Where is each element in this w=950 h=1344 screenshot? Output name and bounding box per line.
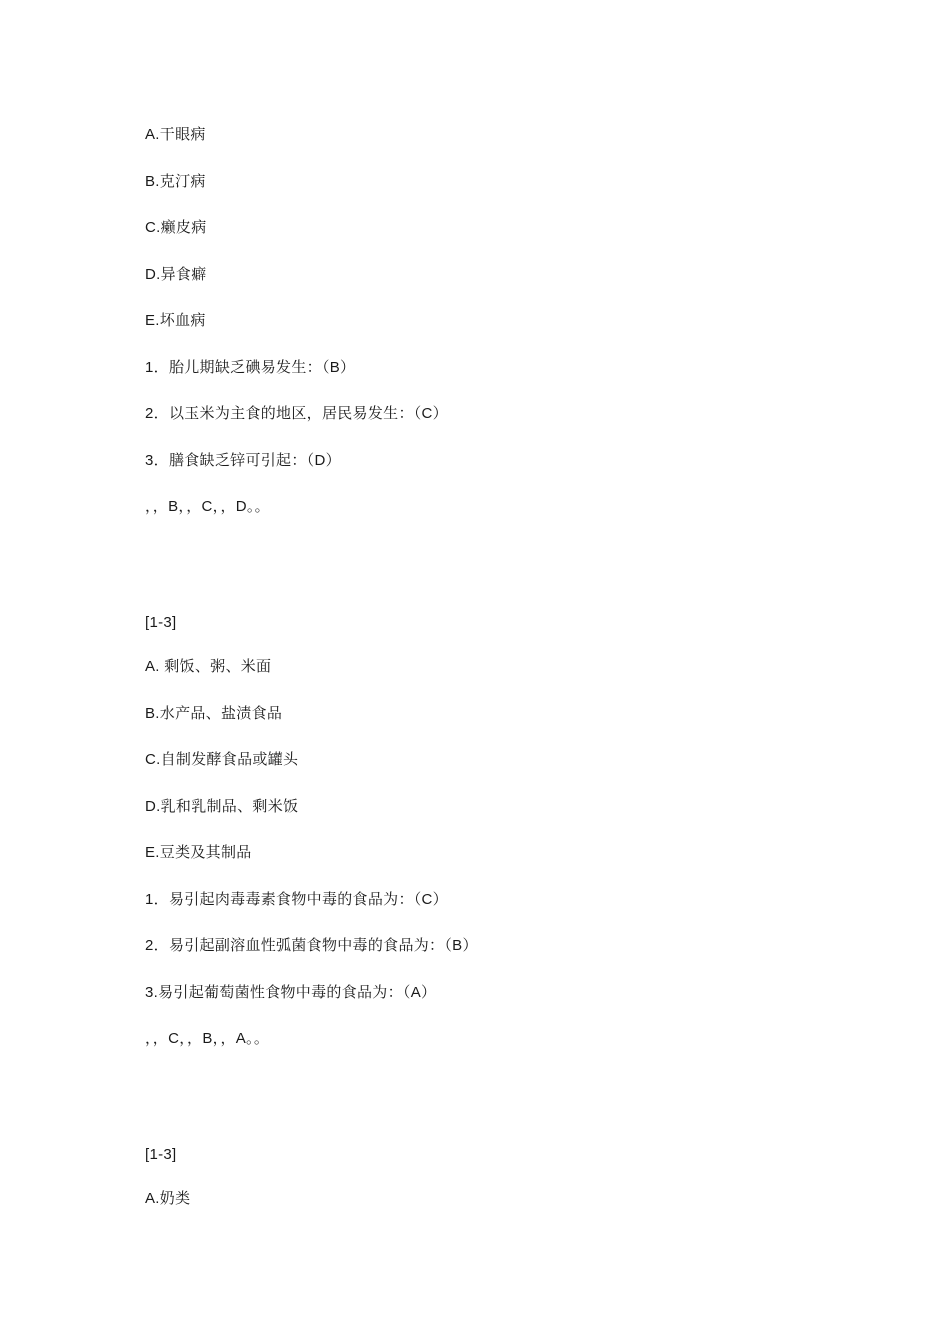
question-2: 2．易引起副溶血性弧菌食物中毒的食品为：（B） [145, 937, 478, 954]
question-2: 2．以玉米为主食的地区，居民易发生：（C） [145, 405, 448, 422]
question-1: 1．胎儿期缺乏碘易发生：（B） [145, 359, 356, 376]
answer-summary: ，，B，，C，，D。。 [145, 498, 270, 515]
option-c: C.癞皮病 [145, 219, 207, 236]
section-header: [1-3] [145, 1146, 177, 1163]
answer-summary: ，，C，，B，，A。。 [145, 1030, 270, 1047]
option-d: D.异食癖 [145, 266, 207, 283]
option-a: A. 剩饭、粥、米面 [145, 658, 272, 675]
option-e: E.坏血病 [145, 312, 206, 329]
option-d: D.乳和乳制品、剩米饭 [145, 798, 299, 815]
option-a: A.干眼病 [145, 126, 206, 143]
question-3: 3．膳食缺乏锌可引起：（D） [145, 452, 341, 469]
option-a: A.奶类 [145, 1190, 191, 1207]
question-1: 1．易引起肉毒毒素食物中毒的食品为：（C） [145, 891, 448, 908]
question-3: 3.易引起葡萄菌性食物中毒的食品为：（A） [145, 984, 437, 1001]
option-e: E.豆类及其制品 [145, 844, 252, 861]
section-header: [1-3] [145, 614, 177, 631]
option-c: C.自制发酵食品或罐头 [145, 751, 299, 768]
option-b: B.克汀病 [145, 173, 206, 190]
option-b: B.水产品、盐渍食品 [145, 705, 283, 722]
